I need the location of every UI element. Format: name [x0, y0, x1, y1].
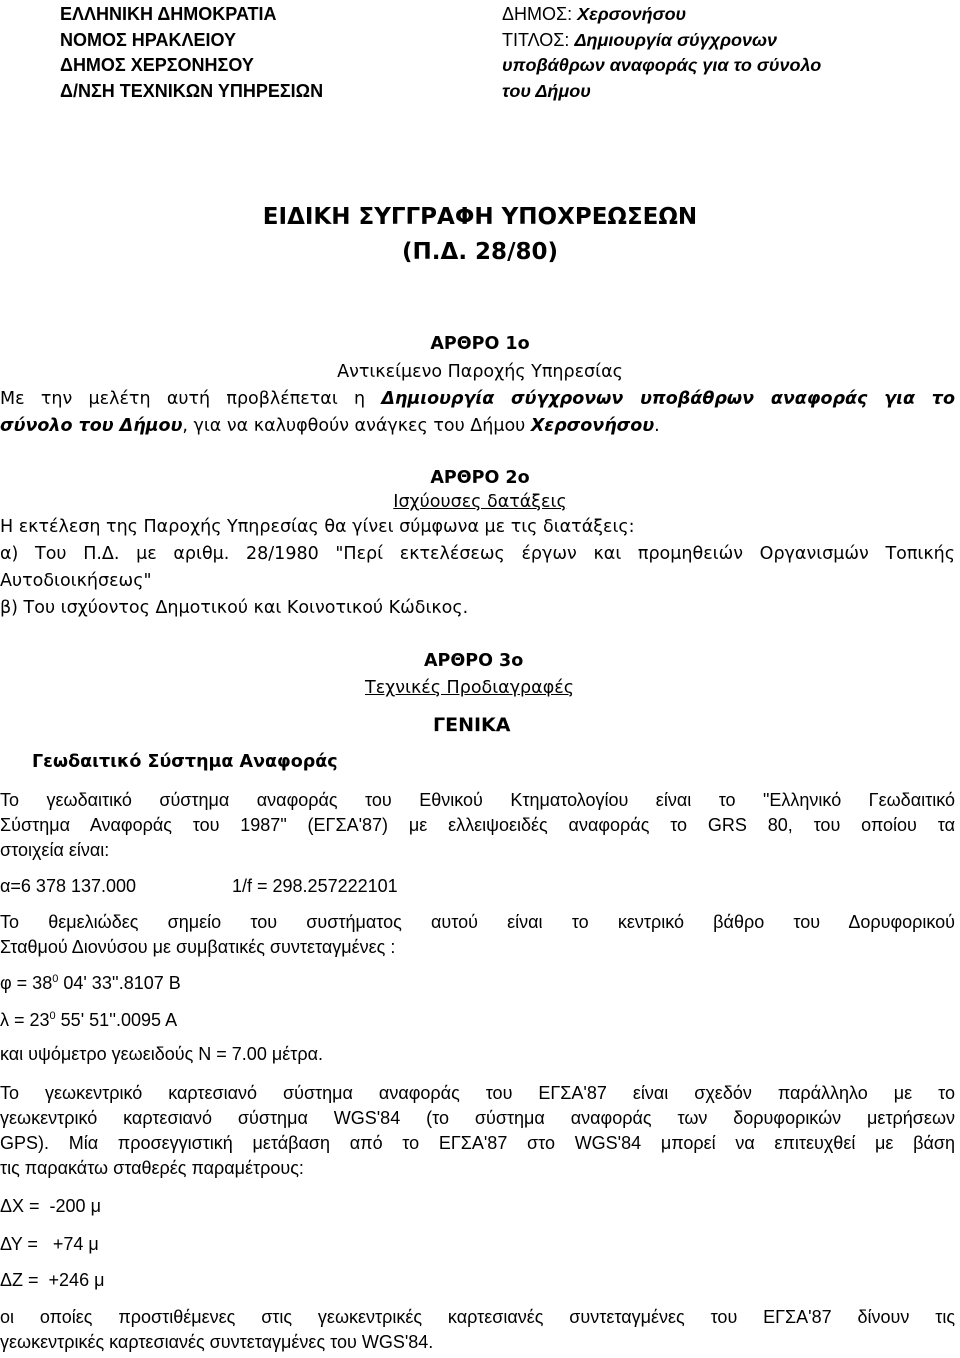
- article-1-municipality: Χερσονήσου: [530, 416, 655, 436]
- shift-dz: ΔΖ = +246 μ: [0, 1270, 105, 1290]
- cartesian-paragraph-line-3: GPS). Μία προσεγγιστική μετάβαση από το ΕΓΣΑ'87 στο WGS'84 μπορεί να επιτευχθεί με βάση: [0, 1133, 955, 1153]
- header-title-line: [502, 28, 821, 54]
- cartesian-paragraph-line-2: γεωκεντρικό καρτεσιανό σύστημα WGS'84 (το σύστημα αναφοράς των δορυφορικών μετρήσεων: [0, 1108, 955, 1128]
- longitude-value: [0, 1010, 177, 1031]
- article-1-heading: ΑΡΘΡΟ 1ο: [430, 334, 530, 354]
- longitude-minutes-seconds: 55' 51''.0095 Α: [55, 1010, 178, 1030]
- header-prefecture: ΝΟΜΟΣ ΗΡΑΚΛΕΙΟΥ: [60, 29, 236, 50]
- longitude-degree-sign: 0: [49, 1010, 56, 1022]
- title-label: ΤΙΤΛΟΣ:: [502, 29, 575, 50]
- closing-line-2: γεωκεντρικές καρτεσιανές συντεταγμένες του WGS'84.: [0, 1332, 434, 1352]
- geodetic-paragraph-line-3: στοιχεία είναι:: [0, 840, 110, 860]
- cartesian-paragraph-line-4: τις παρακάτω σταθερές παραμέτρους:: [0, 1158, 304, 1178]
- title-value-2: υποβάθρων αναφοράς για το σύνολο: [502, 55, 822, 75]
- geodetic-paragraph-line-2: Σύστημα Αναφοράς του 1987" (ΕΓΣΑ'87) με ελλειψοειδές αναφοράς το GRS 80, του οποίου τα: [0, 815, 955, 835]
- article-1-text: Με την μελέτη αυτή προβλέπεται η: [0, 389, 382, 409]
- title-value-3: του Δήμου: [502, 80, 591, 101]
- article-2-line-4: β) Του ισχύοντος Δημοτικού και Κοινοτικού Κώδικος.: [0, 598, 469, 618]
- ellipsoid-flattening: 1/f = 298.257222101: [232, 876, 398, 896]
- geoid-height: και υψόμετρο γεωειδούς N = 7.00 μέτρα.: [0, 1044, 323, 1064]
- cartesian-paragraph-line-1: Το γεωκεντρικό καρτεσιανό σύστημα αναφοράς του ΕΓΣΑ'87 είναι σχεδόν παράλληλο με το: [0, 1083, 955, 1103]
- latitude-degrees: φ = 38: [0, 973, 53, 993]
- article-3-section: ΓΕΝΙΚΑ: [433, 714, 511, 736]
- header-project-block: [502, 2, 821, 104]
- latitude-minutes-seconds: 04' 33''.8107 Β: [58, 973, 181, 993]
- header-directorate: Δ/ΝΣΗ ΤΕΧΝΙΚΩΝ ΥΠΗΡΕΣΙΩΝ: [60, 80, 324, 101]
- article-3-heading: ΑΡΘΡΟ 3ο: [424, 651, 524, 671]
- article-1-project-title-end: σύνολο του Δήμου: [0, 416, 183, 436]
- header-municipality: ΔΗΜΟΣ ΧΕΡΣΟΝΗΣΟΥ: [60, 55, 254, 75]
- longitude-degrees: λ = 23: [0, 1010, 50, 1030]
- document-title-reference: (Π.Δ. 28/80): [402, 239, 558, 265]
- header-municipality-line: [502, 2, 821, 28]
- latitude-value: [0, 973, 181, 994]
- article-1-project-title: Δημιουργία σύγχρονων υποβάθρων αναφοράς για το: [381, 389, 955, 409]
- header-authority-block: [60, 2, 323, 104]
- article-2-heading: ΑΡΘΡΟ 2ο: [430, 468, 530, 488]
- geodetic-system-heading: Γεωδαιτικό Σύστημα Αναφοράς: [32, 752, 338, 772]
- article-2-line-2: α) Του Π.Δ. με αριθμ. 28/1980 "Περί εκτελέσεως έργων και προμηθειών Οργανισμών Τοπικής: [0, 544, 955, 564]
- header-country: ΕΛΛΗΝΙΚΗ ΔΗΜΟΚΡΑΤΙΑ: [60, 4, 277, 24]
- article-2-subheading: Ισχύουσες δατάξεις: [393, 492, 567, 512]
- article-1-period: .: [654, 416, 660, 436]
- municipality-label: ΔΗΜΟΣ:: [502, 4, 578, 24]
- shift-dx: ΔΧ = -200 μ: [0, 1196, 101, 1216]
- article-2-line-1: Η εκτέλεση της Παροχής Υπηρεσίας θα γίνει σύμφωνα με τις διατάξεις:: [0, 517, 635, 537]
- fundamental-point-line-1: Το θεμελιώδες σημείο του συστήματος αυτού είναι το κεντρικό βάθρο του Δορυφορικού: [0, 912, 955, 932]
- title-value-1: Δημιουργία σύγχρονων: [574, 29, 778, 50]
- geodetic-paragraph-line-1: Το γεωδαιτικό σύστημα αναφοράς του Εθνικού Κτηματολογίου είναι το "Ελληνικό Γεωδαιτικό: [0, 790, 955, 810]
- fundamental-point-line-2: Σταθμού Διονύσου με συμβατικές συντεταγμένες :: [0, 937, 396, 957]
- closing-line-1: οι οποίες προστιθέμενες στις γεωκεντρικές καρτεσιανές συντεταγμένες του ΕΓΣΑ'87 δίνουν τις: [0, 1307, 955, 1327]
- ellipsoid-semi-major-axis: α=6 378 137.000: [0, 876, 137, 896]
- article-3-subheading: Τεχνικές Προδιαγραφές: [365, 678, 574, 698]
- article-1-text-2: , για να καλυφθούν ανάγκες του Δήμου: [182, 416, 531, 436]
- shift-dy: ΔΥ = +74 μ: [0, 1234, 99, 1254]
- article-1-line-1: [0, 389, 955, 409]
- municipality-value: Χερσονήσου: [577, 4, 687, 24]
- article-1-line-2: [0, 416, 660, 436]
- article-1-subheading: Αντικείμενο Παροχής Υπηρεσίας: [337, 362, 623, 382]
- article-2-line-3: Αυτοδιοικήσεως": [0, 571, 152, 591]
- document-title: ΕΙΔΙΚΗ ΣΥΓΓΡΑΦΗ ΥΠΟΧΡΕΩΣΕΩΝ: [262, 204, 698, 230]
- latitude-degree-sign: 0: [52, 973, 59, 985]
